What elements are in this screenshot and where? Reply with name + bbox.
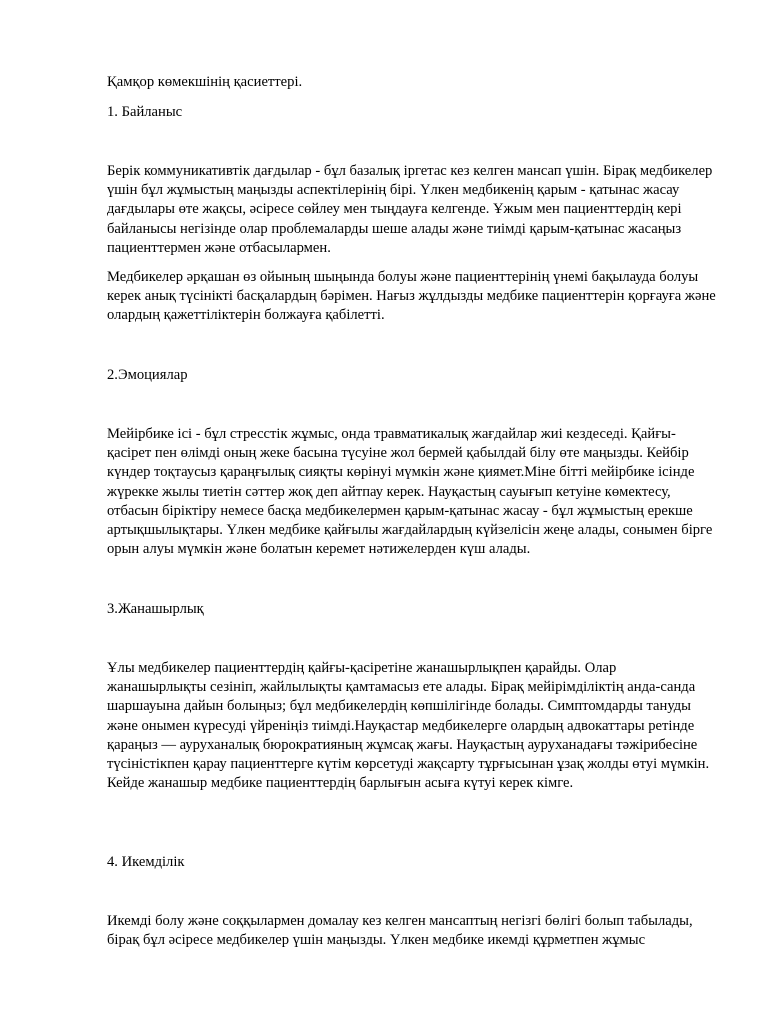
paragraph-emotions: Мейірбике ісі - бұл стресстік жұмыс, онда травматикалық жағдайлар жиі кездеседі. Қайғы-қасірет пен өлімді оның жеке басына түсуіне жол бермей қабылдай білу өте маңызды. Кейбір күндер тоқтаусыз қараңғылық сияқты көрінуі мүмкін және қиямет.Міне бітті мейірбике ісінде жүрекке жылы тиетін сәттер жоқ деп айтпау керек. Науқастың сауығып кетуіне көмектесу, отбасын біріктіру немесе басқа медбикелермен қарым-қатынас жасау - бұл жұмыстың ерекше артықшылықтары. Үлкен медбике қайғылы жағдайлардың күйзелісін жеңе алады, сонымен бірге орын алуы мүмкін және болатын керемет нәтижелерден күш алады. [107, 426, 713, 558]
paragraph-communication-2: Медбикелер әрқашан өз ойының шыңында болуы және пациенттерінің үнемі бақылауда болуы керек анық түсінікті басқалардың бәрімен. Нағыз жұлдызды медбике пациенттерін қорғауға және олардың қажеттіліктерін болжауға қабілетті. [107, 269, 716, 324]
paragraph-flexibility: Икемді болу және соққылармен домалау кез келген мансаптың негізгі бөлігі болып табылады, бірақ бұл әсіресе медбикелер үшін маңызды. Үлкен медбике икемді құрметпен жұмыс [107, 913, 693, 949]
section-heading-emotions: 2.Эмоциялар [107, 367, 188, 383]
document-title: Қамқор көмекшінің қасиеттері. [107, 74, 303, 90]
paragraph-empathy: Ұлы медбикелер пациенттердің қайғы-қасіретіне жанашырлықпен қарайды. Олар жанашырлықты сезініп, жайлылықты қамтамасыз ете алады. Бірақ мейірімділіктің анда-санда шаршауына дайын болыңыз; бұл медбикелердің көпшілігінде болады. Симптомдарды тануды және онымен күресуді үйреніңіз тиімді.Науқастар медбикелерге олардың адвокаттары ретінде қараңыз — ауруханалық бюрократияның жұмсақ жағы. Науқастың ауруханадағы тәжірибесіне түсіністікпен қарау пациенттерге күтім көрсетуді жақсарту тұрғысынан ұзақ жолды өтуі мүмкін. Кейде жанашыр медбике пациенттердің барлығын асыға күтуі керек кімге. [107, 660, 710, 792]
section-heading-empathy: 3.Жанашырлық [107, 601, 204, 617]
section-heading-flexibility: 4. Икемділік [107, 854, 185, 870]
section-heading-communication: 1. Байланыс [107, 104, 183, 120]
paragraph-communication-1: Берік коммуникативтік дағдылар - бұл базалық іргетас кез келген мансап үшін. Бірақ медбикелер үшін бұл жұмыстың маңызды аспектілерінің бірі. Үлкен медбикенің қарым - қатынас жасау дағдылары өте жақсы, әсіресе сөйлеу мен тыңдауға келгенде. Ұжым мен пациенттердің кері байланысы негізінде олар проблемаларды шеше алады және тиімді қарым-қатынас жасаңыз пациенттермен және отбасылармен. [107, 163, 713, 256]
